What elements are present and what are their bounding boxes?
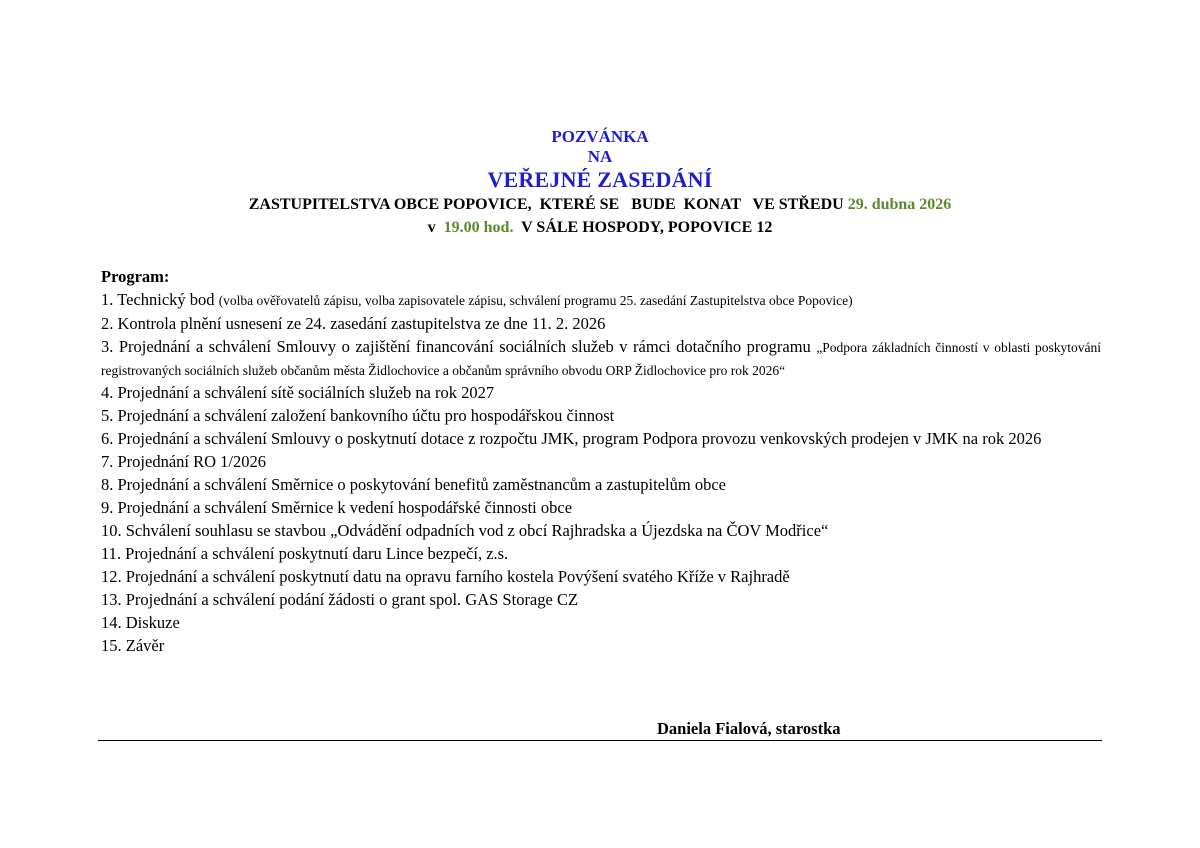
program-item: 6. Projednání a schválení Smlouvy o poskytnutí dotace z rozpočtu JMK, program Podpora provozu venkovských prodejen v JMK na rok 2026 xyxy=(101,429,1042,448)
meeting-place-line xyxy=(0,216,1200,239)
program-item: 8. Projednání a schválení Směrnice o poskytování benefitů zaměstnancům a zastupitelům obce xyxy=(101,475,726,494)
invitation-header xyxy=(0,127,1200,239)
invitation-na: NA xyxy=(587,147,613,166)
program-title: Program: xyxy=(101,267,170,286)
program-item: 10. Schválení souhlasu se stavbou „Odvádění odpadních vod z obcí Rajhradska a Újezdska na ČOV Modřice“ xyxy=(101,521,829,540)
signature: Daniela Fialová, starostka xyxy=(657,719,841,738)
program-item: 11. Projednání a schválení poskytnutí daru Lince bezpečí, z.s. xyxy=(101,544,509,563)
invitation-title: POZVÁNKA xyxy=(551,127,649,146)
meeting-time-prefix: v xyxy=(427,219,444,236)
program-item: 13. Projednání a schválení podání žádosti o grant spol. GAS Storage CZ xyxy=(101,590,579,609)
program-item-note: „Podpora základních činností v oblasti poskytování registrovaných sociálních služeb občanům města Židlochovice a občanům správního obvodu ORP Židlochovice pro rok 2026“ xyxy=(101,340,1102,378)
bottom-divider xyxy=(98,740,1102,741)
meeting-place: V SÁLE HOSPODY, POPOVICE 12 xyxy=(513,219,773,236)
program-item: 5. Projednání a schválení založení bankovního účtu pro hospodářskou činnost xyxy=(101,406,615,425)
meeting-date: 29. dubna 2026 xyxy=(847,196,952,213)
program-item: 14. Diskuze xyxy=(101,613,180,632)
program-item: 4. Projednání a schválení sítě sociálních služeb na rok 2027 xyxy=(101,383,495,402)
program-section xyxy=(101,265,1101,657)
program-item: 15. Závěr xyxy=(101,636,165,655)
program-item xyxy=(101,335,1101,381)
program-item: 9. Projednání a schválení Směrnice k vedení hospodářské činnosti obce xyxy=(101,498,573,517)
program-item: 12. Projednání a schválení poskytnutí datu na opravu farního kostela Povýšení svatého Kříže v Rajhradě xyxy=(101,567,790,586)
meeting-info-text: ZASTUPITELSTVA OBCE POPOVICE, KTERÉ SE BUDE KONAT VE STŘEDU xyxy=(248,196,848,213)
program-item: 2. Kontrola plnění usnesení ze 24. zasedání zastupitelstva ze dne 11. 2. 2026 xyxy=(101,314,606,333)
program-item: 7. Projednání RO 1/2026 xyxy=(101,452,266,471)
program-item-text: 1. Technický bod xyxy=(101,290,219,309)
program-item-text: 3. Projednání a schválení Smlouvy o zajištění financování sociálních služeb v rámci dotačního programu xyxy=(101,337,817,356)
meeting-info-line xyxy=(0,193,1200,216)
program-item-note: (volba ověřovatelů zápisu, volba zapisovatele zápisu, schválení programu 25. zasedání Zastupitelstva obce Popovice) xyxy=(218,293,853,308)
program-item xyxy=(101,288,1101,312)
meeting-title: VEŘEJNÉ ZASEDÁNÍ xyxy=(487,167,713,192)
meeting-time: 19.00 hod. xyxy=(443,219,514,236)
